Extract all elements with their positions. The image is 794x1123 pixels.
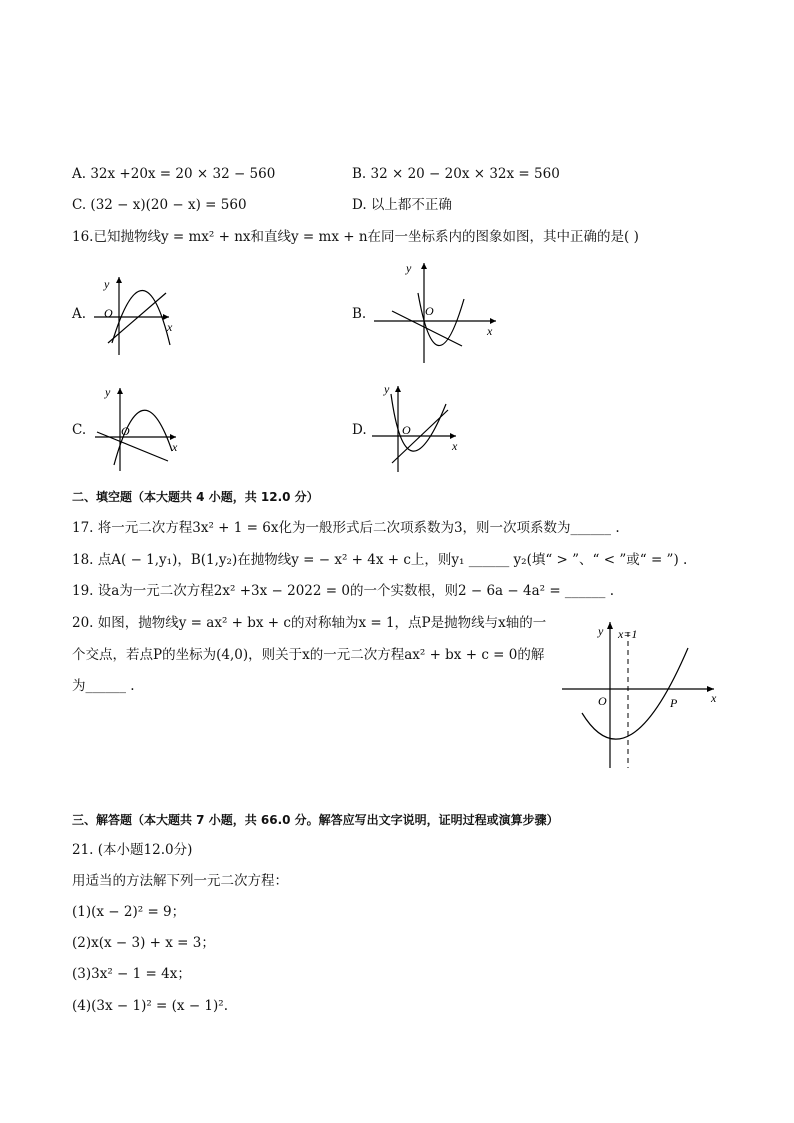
q20-stem-line3: 为______ . [72,678,135,694]
q15-option-d: D. 以上都不正确 [352,197,452,213]
q20-stem-line1: 20. 如图，抛物线y = ax² + bx + c的对称轴为x = 1，点P是抛物线与x轴的一 [72,615,547,631]
q20-stem-line2: 个交点，若点P的坐标为(4,0)，则关于x的一元二次方程ax² + bx + c = 0的解 [72,647,545,663]
graph-c-origin-label: O [121,424,130,438]
graph-c-y-label: y [105,385,111,399]
graph-d-x-label: x [452,439,458,453]
q21-item-3: (3)3x² − 1 = 4x； [72,966,191,982]
graph-b-x-label: x [487,324,493,338]
q16-graph-c [92,383,192,478]
q20-origin-label: O [598,694,607,708]
q20-point-p-label: P [670,696,678,710]
q16-stem: 16.已知抛物线y = mx² + nx和直线y = mx + n在同一坐标系内的图象如图，其中正确的是( ) [72,229,639,245]
graph-d-y-label: y [384,382,390,396]
q20-figure [560,618,730,773]
q16-option-c-label: C. [72,422,87,438]
q15-option-b: B. 32 × 20 − 20x × 32x = 560 [352,166,560,182]
graph-c-x-label: x [172,440,178,454]
graph-a-origin-label: O [104,306,113,320]
q19-stem: 19. 设a为一元二次方程2x² +3x − 2022 = 0的一个实数根，则2 − 6a − 4a² = ______ . [72,583,615,599]
q20-symmetry-label: x=1 [618,627,638,641]
q16-option-d-label: D. [352,422,367,438]
q21-item-1: (1)(x − 2)² = 9； [72,904,186,920]
graph-a-x-label: x [167,320,173,334]
graph-b-y-label: y [406,261,412,275]
q21-item-2: (2)x(x − 3) + x = 3； [72,935,215,951]
q21-intro: 用适当的方法解下列一元二次方程： [72,873,288,889]
q16-option-b-label: B. [352,306,367,322]
q15-option-c: C. (32 − x)(20 − x) = 560 [72,197,247,213]
graph-d-origin-label: O [402,423,411,437]
q21-title: 21. (本小题12.0分) [72,842,193,858]
q20-y-label: y [598,624,604,638]
q21-item-4: (4)(3x − 1)² = (x − 1)². [72,998,228,1014]
q16-graph-a [94,265,194,360]
q16-graph-d [370,378,470,478]
q16-graph-b [370,255,505,370]
graph-a-y-label: y [104,277,110,291]
q18-stem: 18. 点A( − 1,y₁)，B(1,y₂)在抛物线y = − x² + 4x + c上，则y₁ ______ y₂(填“ > ”、“ < ”或“ = ”) . [72,552,688,568]
q15-option-a: A. 32x +20x = 20 × 32 − 560 [72,166,276,182]
q16-option-a-label: A. [72,306,87,322]
section-2-heading: 二、填空题（本大题共 4 小题，共 12.0 分） [72,490,319,504]
section-3-heading: 三、解答题（本大题共 7 小题，共 66.0 分。解答应写出文字说明，证明过程或演算步骤） [72,813,559,827]
q17-stem: 17. 将一元二次方程3x² + 1 = 6x化为一般形式后二次项系数为3，则一次项系数为______ . [72,520,620,536]
graph-b-origin-label: O [425,304,434,318]
q20-x-label: x [711,691,717,705]
